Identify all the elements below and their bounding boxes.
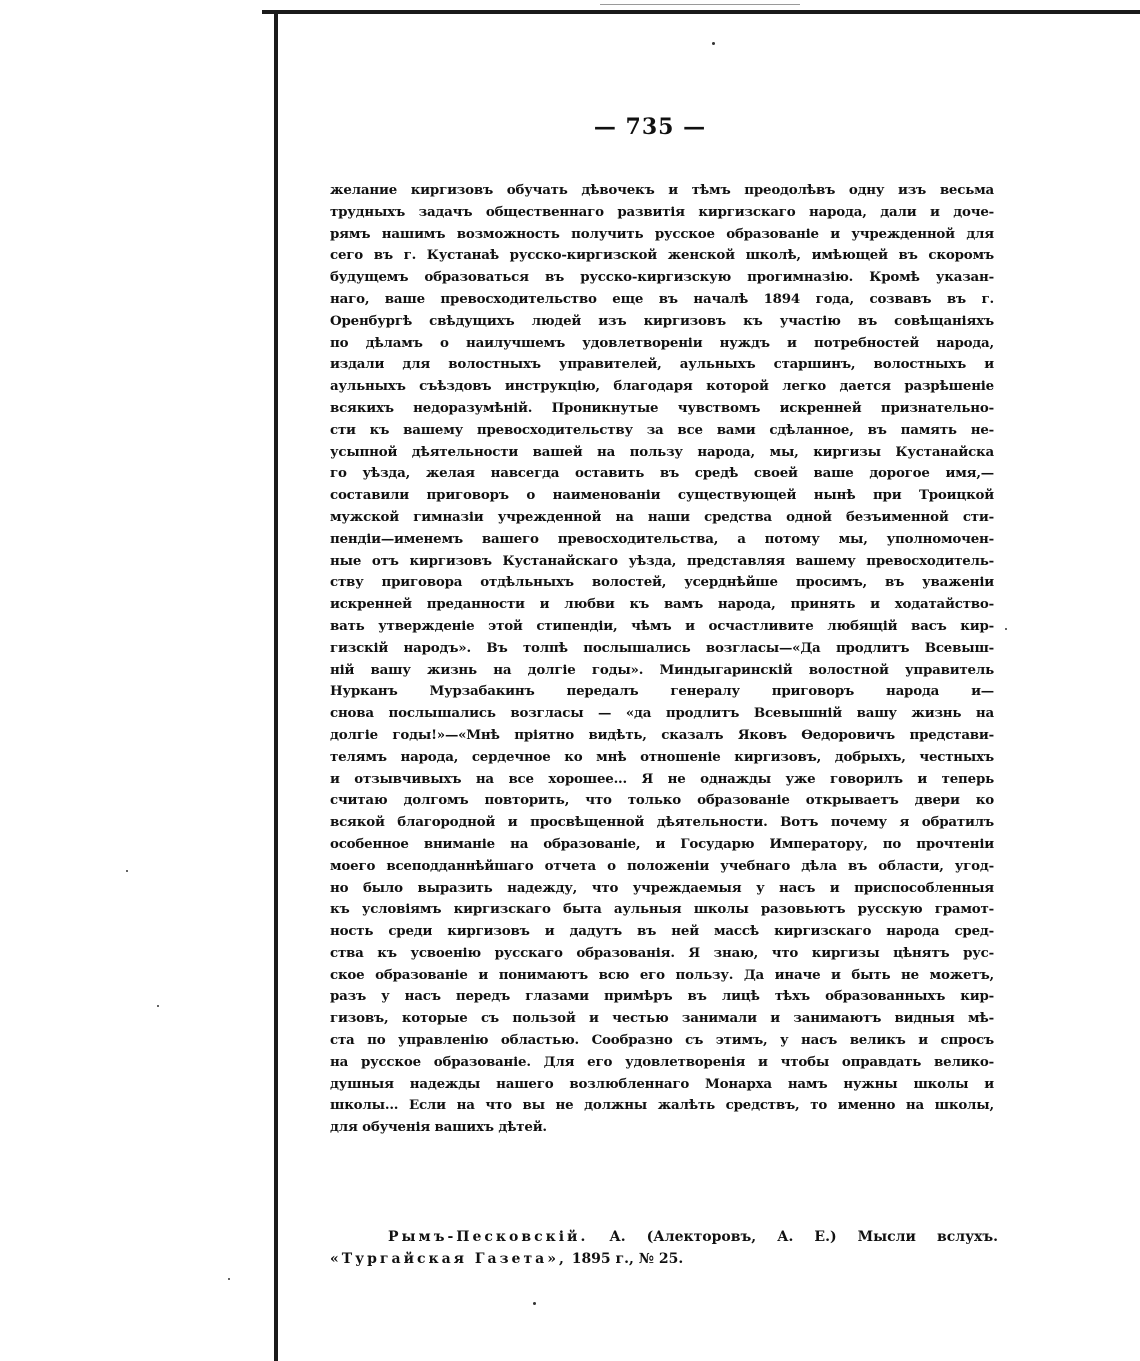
body-line: будущемъ образоваться въ русско-киргизскую прогимназію. Кромѣ указан- <box>330 269 994 286</box>
body-line: пендіи—именемъ вашего превосходительства, а потому мы, уполномочен- <box>330 530 994 547</box>
body-line: и отзывчивыхъ на все хорошее... Я не однажды уже говорилъ и теперь <box>330 770 994 787</box>
top-border-rule <box>262 10 1140 14</box>
body-line: телямъ народа, сердечное ко мнѣ отношеніе киргизовъ, добрыхъ, честныхъ <box>330 748 994 765</box>
citation-line-2 <box>330 1248 998 1270</box>
body-line: ста по управленію областью. Сообразно съ этимъ, у насъ великъ и спросъ <box>330 1032 994 1049</box>
left-border-rule <box>274 12 278 1361</box>
scan-speck <box>126 870 128 872</box>
body-line: по дѣламъ о наилучшемъ удовлетвореніи нуждъ и потребностей народа, <box>330 334 994 351</box>
body-line: сти къ вашему превосходительству за все вами сдѣланное, въ память не- <box>330 421 994 438</box>
body-line: всякой благородной и просвѣщенной дѣятельности. Вотъ почему я обратилъ <box>330 814 994 831</box>
body-line: но было выразить надежду, что учреждаемыя у насъ и приспособленныя <box>330 879 994 896</box>
scan-speck <box>712 42 715 45</box>
body-line: вать утвержденіе этой стипендіи, чѣмъ и осчастливите любящій васъ кир- <box>330 617 994 634</box>
body-line: ность среди киргизовъ и дадутъ въ ней массѣ киргизскаго народа сред- <box>330 923 994 940</box>
body-line: душныя надежды нашего возлюбленнаго Монарха намъ нужны школы и <box>330 1075 994 1092</box>
body-line: моего всеподданнѣйшаго отчета о положеніи учебнаго дѣла въ области, угод- <box>330 857 994 874</box>
citation-periodical: «Тургайская Газета», <box>330 1251 567 1267</box>
page-number: — 735 — <box>593 114 707 140</box>
body-line: рямъ нашимъ возможность получить русское образованіе и учрежденной для <box>330 225 994 242</box>
body-line: трудныхъ задачъ общественнаго развитія киргизскаго народа, дали и доче- <box>330 203 994 220</box>
body-line: Нурканъ Мурзабакинъ передалъ генералу приговоръ народа и— <box>330 683 994 700</box>
body-line: разъ у насъ передъ глазами примѣръ въ лицѣ тѣхъ образованныхъ кир- <box>330 988 994 1005</box>
body-line: ское образованіе и понимаютъ всю его пользу. Да иначе и быть не можетъ, <box>330 966 994 983</box>
body-line: ства къ усвоенію русскаго образованія. Я знаю, что киргизы цѣнятъ рус- <box>330 944 994 961</box>
body-line: ній вашу жизнь на долгіе годы». Миндыгаринскій волостной управитель <box>330 661 994 678</box>
scan-speck <box>228 1278 230 1280</box>
body-line: гизскій народъ». Въ толпѣ послышались возгласы—«Да продлитъ Всевыш- <box>330 639 994 656</box>
body-line: гизовъ, которые съ пользой и честью занимали и занимаютъ видныя мѣ- <box>330 1010 994 1027</box>
body-line: ные отъ киргизовъ Кустанайскаго уѣзда, представляя вашему превосходитель- <box>330 552 994 569</box>
body-line: всякихъ недоразумѣній. Проникнутые чувствомъ искренней признательно- <box>330 399 994 416</box>
source-citation <box>330 1226 998 1270</box>
body-line: особенное вниманіе на образованіе, и Государю Императору, по прочтеніи <box>330 835 994 852</box>
body-line: издали для волостныхъ управителей, аульныхъ старшинъ, волостныхъ и <box>330 356 994 373</box>
body-line: усыпной дѣятельности вашей на пользу народа, мы, киргизы Кустанайска <box>330 443 994 460</box>
body-line: на русское образованіе. Для его удовлетворенія и чтобы оправдать велико- <box>330 1053 994 1070</box>
body-line: желание киргизовъ обучать дѣвочекъ и тѣмъ преодолѣвъ одну изъ весьма <box>330 182 994 198</box>
body-line: наго, ваше превосходительство еще въ началѣ 1894 года, созвавъ въ г. <box>330 290 994 307</box>
scan-speck <box>1005 628 1007 630</box>
body-line: считаю долгомъ повторить, что только образованіе открываетъ двери ко <box>330 792 994 809</box>
citation-issue: 1895 г., № 25. <box>571 1251 684 1267</box>
body-line: школы... Если на что вы не должны жалѣть средствъ, то именно на школы, <box>330 1097 994 1114</box>
scan-speck <box>157 1005 159 1007</box>
body-line: сего въ г. Кустанаѣ русско-киргизской женской школѣ, имѣющей въ скоромъ <box>330 247 994 264</box>
body-line: снова послышались возгласы — «да продлитъ Всевышній вашу жизнь на <box>330 705 994 722</box>
body-line: долгіе годы!»—«Мнѣ пріятно видѣть, сказалъ Яковъ Ѳедоровичъ представи- <box>330 726 994 743</box>
top-edge-faint-line <box>600 4 800 5</box>
body-line: мужской гимназіи учрежденной на наши средства одной безъименной сти- <box>330 508 994 525</box>
body-line: го уѣзда, желая навсегда оставить въ средѣ своей ваше дорогое имя,— <box>330 465 994 482</box>
body-paragraph <box>330 180 994 1139</box>
body-line: аульныхъ съѣздовъ инструкцію, благодаря которой легко дается разрѣшеніе <box>330 378 994 395</box>
scan-speck <box>533 1302 536 1305</box>
body-line: ству приговора отдѣльныхъ волостей, усерднѣйше просимъ, въ уваженіи <box>330 574 994 591</box>
body-line: составили приговоръ о наименованіи существующей нынѣ при Троицкой <box>330 487 994 504</box>
body-line: къ условіямъ киргизскаго быта аульныя школы разовьютъ русскую грамот- <box>330 901 994 918</box>
citation-author: Рымъ-Песковскій. <box>388 1229 589 1245</box>
citation-author-rest: А. (Алекторовъ, А. Е.) Мысли вслухъ. <box>609 1229 999 1245</box>
body-line: Оренбургѣ свѣдущихъ людей изъ киргизовъ къ участію въ совѣщаніяхъ <box>330 312 994 329</box>
body-line: искренней преданности и любви къ вамъ народа, принять и ходатайство- <box>330 596 994 613</box>
body-line: для обученія вашихъ дѣтей. <box>330 1119 547 1136</box>
citation-line-1 <box>330 1226 998 1248</box>
